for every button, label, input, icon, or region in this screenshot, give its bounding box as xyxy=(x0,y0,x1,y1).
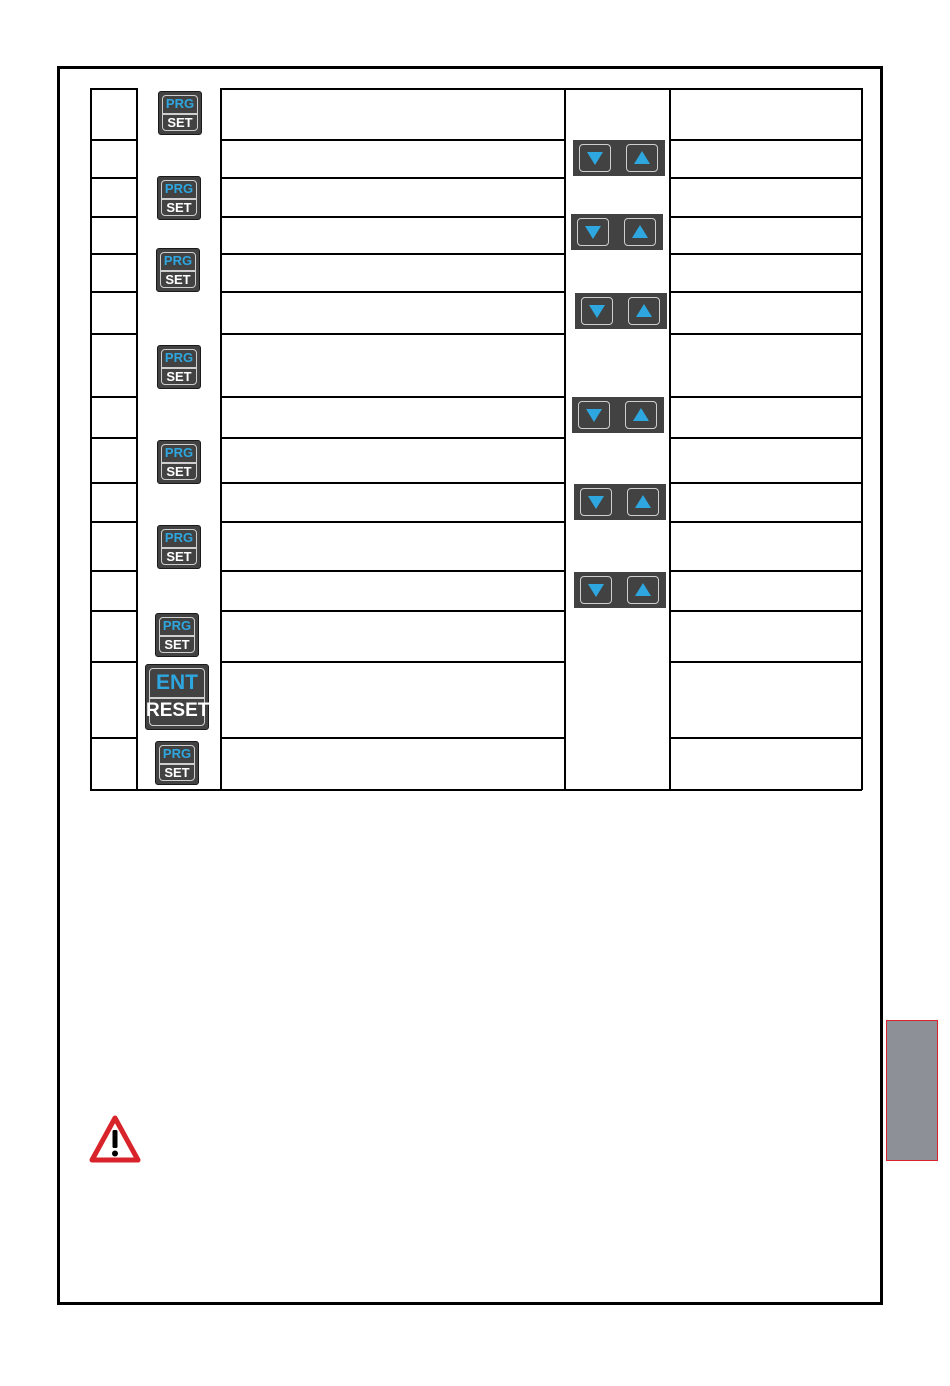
row-divider xyxy=(90,661,137,663)
ent-reset-key xyxy=(145,664,209,730)
row-divider xyxy=(90,737,137,739)
row-divider xyxy=(90,396,137,398)
row-divider xyxy=(669,253,862,255)
set-label: SET xyxy=(166,464,192,479)
row-divider xyxy=(220,396,565,398)
arrow-up-icon xyxy=(624,218,656,246)
prg-label: PRG xyxy=(162,746,192,761)
table-border-left xyxy=(90,88,92,790)
prg-set-key xyxy=(155,741,199,785)
table-border-top xyxy=(90,88,137,90)
row-divider xyxy=(669,177,862,179)
arrow-down-icon xyxy=(581,297,613,325)
set-label: SET xyxy=(166,549,192,564)
prg-label: PRG xyxy=(164,181,194,196)
row-divider xyxy=(220,253,565,255)
set-label: SET xyxy=(165,272,191,287)
row-divider xyxy=(220,333,565,335)
row-divider xyxy=(220,482,565,484)
prg-set-key xyxy=(156,248,200,292)
prg-set-key xyxy=(157,176,201,220)
row-divider xyxy=(669,396,862,398)
row-divider xyxy=(669,661,862,663)
ent-label: ENT xyxy=(156,671,198,694)
arrow-up-icon xyxy=(626,144,658,172)
row-divider xyxy=(220,437,565,439)
arrow-down-icon xyxy=(577,218,609,246)
row-divider xyxy=(90,521,137,523)
prg-label: PRG xyxy=(164,445,194,460)
row-divider xyxy=(220,216,565,218)
arrow-down-icon xyxy=(580,488,612,516)
set-label: SET xyxy=(167,115,193,130)
prg-set-key xyxy=(157,525,201,569)
arrow-up-icon xyxy=(627,488,659,516)
arrow-keys xyxy=(571,214,663,250)
arrow-up-icon xyxy=(625,401,657,429)
row-divider xyxy=(90,482,137,484)
row-divider xyxy=(220,521,565,523)
row-divider xyxy=(669,139,862,141)
row-divider xyxy=(220,610,565,612)
row-divider xyxy=(220,661,565,663)
arrow-keys xyxy=(574,484,666,520)
row-divider xyxy=(220,139,565,141)
row-divider xyxy=(90,177,137,179)
row-divider xyxy=(669,570,862,572)
row-divider xyxy=(90,216,137,218)
row-divider xyxy=(90,437,137,439)
table-border-right xyxy=(861,88,863,790)
set-label: SET xyxy=(166,369,192,384)
side-section-tab xyxy=(886,1020,938,1161)
row-divider xyxy=(90,570,137,572)
set-label: SET xyxy=(164,765,190,780)
arrow-up-icon xyxy=(627,576,659,604)
row-divider xyxy=(90,139,137,141)
row-divider xyxy=(669,333,862,335)
row-divider xyxy=(220,737,565,739)
row-divider xyxy=(220,291,565,293)
prg-label: PRG xyxy=(163,253,193,268)
table-border-bottom xyxy=(90,789,862,791)
arrow-keys xyxy=(575,293,667,329)
row-divider xyxy=(669,437,862,439)
row-divider xyxy=(669,610,862,612)
row-divider xyxy=(669,216,862,218)
row-divider xyxy=(669,521,862,523)
arrow-keys xyxy=(574,572,666,608)
row-divider xyxy=(90,333,137,335)
table-border-top xyxy=(220,88,862,90)
col-divider-1 xyxy=(136,88,138,790)
set-label: SET xyxy=(164,637,190,652)
arrow-keys xyxy=(572,397,664,433)
col-divider-3 xyxy=(564,88,566,790)
prg-label: PRG xyxy=(164,350,194,365)
arrow-keys xyxy=(573,140,665,176)
arrow-down-icon xyxy=(579,144,611,172)
row-divider xyxy=(90,253,137,255)
row-divider xyxy=(220,177,565,179)
prg-label: PRG xyxy=(165,96,195,111)
reset-label: RESET xyxy=(146,700,210,721)
row-divider xyxy=(90,291,137,293)
warning-icon xyxy=(89,1115,141,1168)
arrow-up-icon xyxy=(628,297,660,325)
prg-set-key xyxy=(158,91,202,135)
arrow-down-icon xyxy=(580,576,612,604)
col-divider-2 xyxy=(220,88,222,790)
set-label: SET xyxy=(166,200,192,215)
col-divider-4 xyxy=(669,88,671,790)
prg-set-key xyxy=(155,613,199,657)
prg-label: PRG xyxy=(162,618,192,633)
arrow-down-icon xyxy=(578,401,610,429)
row-divider xyxy=(669,482,862,484)
row-divider xyxy=(90,610,137,612)
row-divider xyxy=(220,570,565,572)
row-divider xyxy=(669,737,862,739)
row-divider xyxy=(669,291,862,293)
prg-label: PRG xyxy=(164,530,194,545)
prg-set-key xyxy=(157,440,201,484)
prg-set-key xyxy=(157,345,201,389)
